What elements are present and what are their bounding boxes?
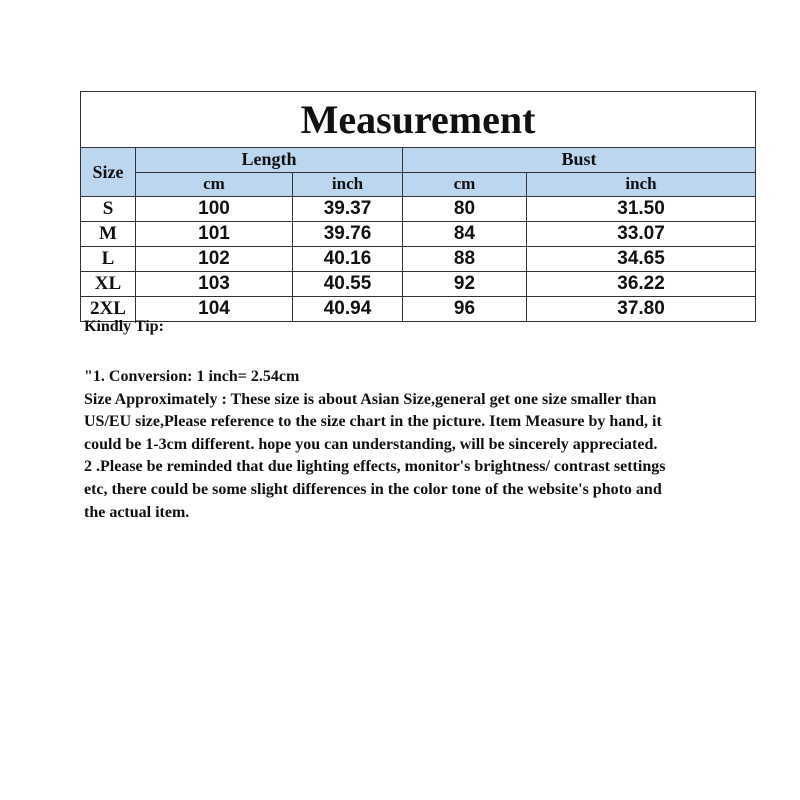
bust-group-header: Bust: [403, 148, 756, 173]
length-cm-value: 102: [136, 247, 293, 272]
note-line: etc, there could be some slight differences in the color tone of the website's photo and: [84, 480, 662, 498]
size-chart-table: [80, 91, 756, 322]
note-line: Size Approximately : These size is about Asian Size,general get one size smaller than: [84, 390, 657, 408]
note-line: "1. Conversion: 1 inch= 2.54cm: [84, 368, 300, 385]
length-cm-value: 101: [136, 222, 293, 247]
size-column-header: Size: [81, 148, 136, 197]
bust-inch-value: 36.22: [527, 272, 756, 297]
note-line: 2 .Please be reminded that due lighting effects, monitor's brightness/ contrast settings: [84, 458, 666, 476]
bust-cm-value: 88: [403, 247, 527, 272]
bust-cm-value: 96: [403, 297, 527, 322]
length-inch-header: inch: [293, 172, 403, 197]
table-row: [81, 297, 756, 322]
chart-title: Measurement: [81, 92, 756, 148]
bust-inch-value: 31.50: [527, 197, 756, 222]
bust-cm-value: 92: [403, 272, 527, 297]
note-line: could be 1-3cm different. hope you can understanding, will be sincerely appreciated.: [84, 435, 658, 453]
length-inch-value: 39.37: [293, 197, 403, 222]
table-row: [81, 247, 756, 272]
size-label: 2XL: [81, 297, 136, 322]
bust-cm-value: 80: [403, 197, 527, 222]
kindly-tip-label: Kindly Tip:: [84, 318, 164, 335]
note-line: the actual item.: [84, 503, 190, 521]
length-cm-value: 100: [136, 197, 293, 222]
bust-cm-value: 84: [403, 222, 527, 247]
size-label: XL: [81, 272, 136, 297]
length-cm-header: cm: [136, 172, 293, 197]
length-inch-value: 40.55: [293, 272, 403, 297]
bust-inch-value: 33.07: [527, 222, 756, 247]
bust-inch-value: 37.80: [527, 297, 756, 322]
bust-cm-header: cm: [403, 172, 527, 197]
table-row: [81, 272, 756, 297]
bust-inch-value: 34.65: [527, 247, 756, 272]
size-label: S: [81, 197, 136, 222]
length-inch-value: 40.16: [293, 247, 403, 272]
size-label: L: [81, 247, 136, 272]
table-row: [81, 197, 756, 222]
size-notes: [84, 366, 754, 524]
length-group-header: Length: [136, 148, 403, 173]
table-row: [81, 222, 756, 247]
note-line: US/EU size,Please reference to the size chart in the picture. Item Measure by hand, it: [84, 413, 662, 431]
length-inch-value: 39.76: [293, 222, 403, 247]
size-label: M: [81, 222, 136, 247]
bust-inch-header: inch: [527, 172, 756, 197]
length-cm-value: 104: [136, 297, 293, 322]
length-inch-value: 40.94: [293, 297, 403, 322]
length-cm-value: 103: [136, 272, 293, 297]
